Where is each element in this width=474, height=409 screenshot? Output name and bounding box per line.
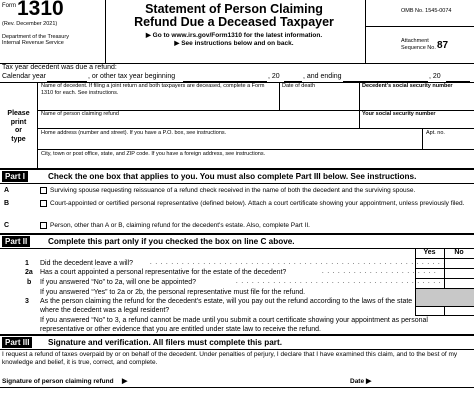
claimant-name-field[interactable] (38, 118, 359, 127)
city-state-zip-field[interactable] (38, 158, 474, 168)
part-3-heading: Signature and verification. All filers must complete this part. (48, 338, 282, 347)
form-word: Form (2, 3, 16, 9)
print-word: print (10, 118, 27, 126)
line-2b-no-box[interactable] (445, 279, 474, 288)
date-of-death-label: Date of death (282, 83, 316, 89)
line-1-no-box[interactable] (445, 259, 474, 268)
shaded-cells-line-3-top (416, 297, 474, 306)
part-2-label: Part II (2, 236, 30, 247)
yes-column-header: Yes (423, 249, 436, 256)
type-word: type (11, 135, 26, 143)
decedent-name-label: Name of decedent. If filing a joint return and both taxpayers are deceased, complete a Form 1310 for each. See instructions. (41, 83, 265, 96)
line-a-text: Surviving spouse requesting reissuance of a refund check received in the name of both the decedent and the surviving spouse. (50, 187, 416, 194)
your-ssn-label: Your social security number (362, 111, 436, 117)
line-3-note: If you answered “No” to 3, a refund cannot be made until you submit a court certificate showing your appointment as personal representative or other evidence that you are entitled under state law to receive the refund. (40, 317, 428, 333)
part-1-label: Part I (2, 171, 28, 182)
date-arrow-icon: ▶ (366, 378, 372, 385)
line-2a-no-box[interactable] (445, 269, 474, 278)
line-2b-note: If you answered “Yes” to 2a or 2b, the personal representative must file for the refund. (40, 289, 306, 296)
line-3-text: As the person claiming the refund for the decedent's estate, will you pay out the refund according to the laws of the state where the decedent was a legal resident? (40, 298, 413, 314)
part-1-heading: Check the one box that applies to you. You must also complete Part III below. See instructions. (48, 172, 417, 181)
line-3-num: 3 (25, 298, 29, 305)
your-ssn-field[interactable] (360, 118, 474, 127)
year-20-begin: , 20 (268, 73, 280, 80)
shaded-cells-2b-note (416, 289, 474, 297)
no-column-header: No (454, 249, 464, 256)
line-b-text: Court-appointed or certified personal representative (defined below). Attach a court certificate showing your appointment, unless previously filed. (50, 200, 465, 207)
line-c-letter: C (4, 222, 10, 229)
line-b-letter: B (4, 200, 10, 207)
line-2b-num: b (27, 279, 32, 286)
decedent-ssn-field[interactable] (360, 90, 474, 109)
home-address-field[interactable] (38, 137, 421, 149)
line-1-text: Did the decedent leave a will? (40, 260, 134, 267)
decedent-ssn-label: Decedent's social security number (362, 83, 453, 89)
line-3-no-box[interactable] (445, 307, 474, 315)
date-label: Date (350, 378, 365, 385)
signature-label: Signature of person claiming refund (2, 378, 114, 385)
declaration-text: I request a refund of taxes overpaid by or on behalf of the decedent. Under penalties of perjury, I declare that I have examined this claim, and to the best of my knowledge and belief, it is true, correct, and complete. (2, 351, 458, 366)
omb-number: OMB No. 1545-0074 (401, 8, 452, 14)
date-field[interactable] (375, 376, 474, 386)
checkbox-c[interactable] (40, 222, 47, 229)
and-ending-label: , and ending (303, 73, 342, 80)
signature-field[interactable] (132, 376, 344, 386)
decedent-name-field[interactable] (38, 83, 279, 109)
goto-link-line: ▶ Go to www.irs.gov/Form1310 for the latest information. (145, 32, 323, 39)
dept-line1: Department of the Treasury (2, 34, 69, 40)
tax-year-line: Tax year decedent was due a refund: (2, 64, 117, 71)
line-2b-text: If you answered “No” to 2a, will one be appointed? (40, 279, 197, 286)
line-2a-num: 2a (25, 269, 33, 276)
form-title-line2: Refund Due a Deceased Taxpayer (134, 15, 334, 29)
please-print-or-type (0, 110, 37, 144)
sequence-label: Sequence No. (401, 45, 436, 51)
rev-date: (Rev. December 2021) (2, 21, 58, 27)
attachment-label: Attachment (401, 38, 429, 44)
date-of-death-field[interactable] (280, 90, 359, 109)
dept-line2: Internal Revenue Service (2, 40, 64, 46)
line-c-text: Person, other than A or B, claiming refund for the decedent's estate. Also, complete Part II. (50, 222, 310, 229)
form-title-line1: Statement of Person Claiming (145, 2, 323, 16)
other-tax-year-label: , or other tax year beginning (88, 73, 176, 80)
line-2a-yes-box[interactable] (416, 269, 444, 278)
please-word: Please (7, 110, 30, 117)
line-3-yes-box[interactable] (416, 307, 444, 315)
line-a-letter: A (4, 187, 10, 194)
part-2-heading: Complete this part only if you checked the box on line C above. (48, 237, 295, 246)
signature-arrow-icon: ▶ (122, 378, 128, 385)
apt-no-label: Apt. no. (426, 130, 445, 136)
apt-no-field[interactable] (423, 137, 474, 149)
checkbox-b[interactable] (40, 200, 47, 207)
or-word: or (15, 127, 22, 134)
home-address-label: Home address (number and street). If you have a P.O. box, see instructions. (41, 130, 227, 136)
line-1-yes-box[interactable] (416, 259, 444, 268)
year-20-end: , 20 (429, 73, 441, 80)
checkbox-a[interactable] (40, 187, 47, 194)
line-2a-text: Has a court appointed a personal representative for the estate of the decedent? (40, 269, 287, 276)
line-1-num: 1 (25, 260, 29, 267)
see-instructions-line: ▶ See instructions below and on back. (174, 40, 294, 47)
line-1-leader: . . . . . . . . . . . . . . . . . . . . . . . . . . . . . . . . . . . . . . . . . . . . . . . . . . . . . . . . (150, 260, 447, 266)
calendar-year-label: Calendar year (2, 73, 46, 80)
line-2a-leader: . . . . . . . . . . . . . . . . . . . . . . (322, 269, 437, 275)
form-number: 1310 (17, 0, 64, 20)
claimant-name-label: Name of person claiming refund (41, 111, 119, 117)
line-2b-yes-box[interactable] (416, 279, 444, 288)
line-2b-leader: . . . . . . . . . . . . . . . . . . . . . . . . . . . . . . . . . . . . . . . (236, 279, 442, 285)
part-3-label: Part III (2, 337, 32, 348)
sequence-number: 87 (437, 40, 449, 51)
city-state-zip-label: City, town or post office, state, and ZIP code. If you have a foreign address, see instructions. (41, 151, 266, 157)
